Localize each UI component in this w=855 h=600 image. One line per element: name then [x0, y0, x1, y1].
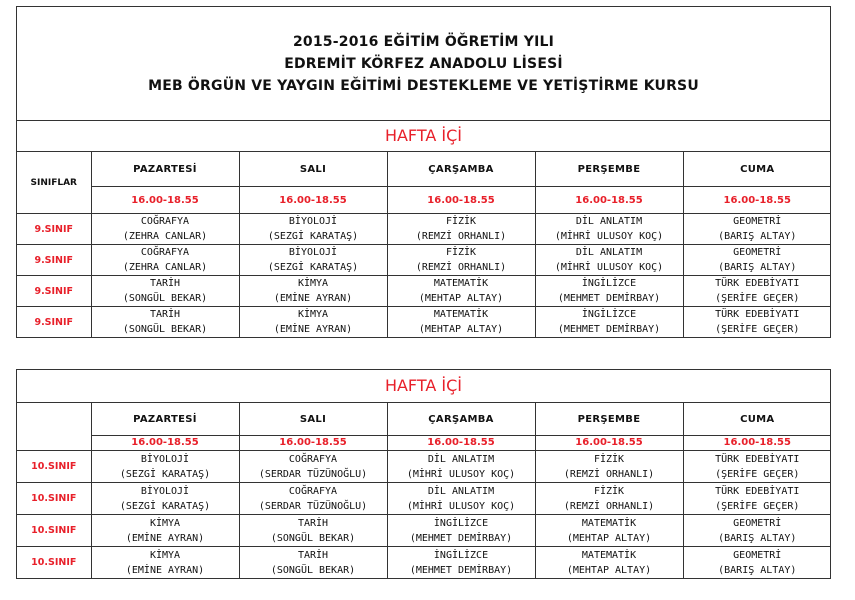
lesson-cell — [535, 515, 683, 547]
teacher: (MEHTAP ALTAY) — [566, 564, 652, 576]
lesson-cell — [239, 214, 387, 245]
subject: MATEMATİK — [433, 278, 489, 289]
teacher: (EMİNE AYRAN) — [273, 324, 353, 335]
class-column-header — [17, 403, 91, 451]
subject: DİL ANLATIM — [427, 485, 495, 497]
lesson-cell — [535, 245, 683, 276]
subject: BİYOLOJİ — [140, 453, 190, 465]
subject: TARİH — [149, 309, 181, 320]
time-row — [17, 187, 831, 214]
class-row — [17, 276, 831, 307]
subject: FİZİK — [593, 453, 625, 465]
day-header: SALI — [239, 152, 387, 187]
subject: TARİH — [297, 549, 329, 561]
subject: KİMYA — [297, 309, 329, 320]
lesson-cell — [683, 307, 831, 338]
class-row — [17, 547, 831, 579]
subject: GEOMETRİ — [733, 517, 782, 529]
subject: FİZİK — [593, 485, 625, 497]
class-row — [17, 214, 831, 245]
lesson-cell — [683, 547, 831, 579]
class-label: 9.SINIF — [17, 245, 91, 276]
day-header-row — [17, 403, 831, 436]
time-slot: 16.00-18.55 — [535, 187, 683, 214]
school-name: EDREMİT KÖRFEZ ANADOLU LİSESİ — [284, 55, 563, 72]
teacher: (SERDAR TÜZÜNOĞLU) — [258, 468, 368, 480]
lesson-cell — [683, 483, 831, 515]
teacher: (MEHMET DEMİRBAY) — [409, 532, 513, 544]
lesson-cell — [683, 451, 831, 483]
lesson-cell — [91, 515, 239, 547]
lesson-cell — [91, 276, 239, 307]
teacher: (MEHTAP ALTAY) — [418, 293, 504, 304]
teacher: (MEHTAP ALTAY) — [418, 324, 504, 335]
teacher: (MEHMET DEMİRBAY) — [409, 564, 513, 576]
day-header-row — [17, 152, 831, 187]
teacher: (MİHRİ ULUSOY KOÇ) — [406, 500, 516, 512]
subject: DİL ANLATIM — [575, 216, 643, 227]
lesson-cell — [535, 214, 683, 245]
week-title: HAFTA İÇİ — [17, 121, 830, 152]
lesson-cell — [239, 547, 387, 579]
teacher: (ŞERİFE GEÇER) — [715, 324, 800, 335]
time-slot: 16.00-18.55 — [91, 187, 239, 214]
schedule-sheet-9 — [16, 6, 831, 338]
lesson-cell — [387, 276, 535, 307]
lesson-cell — [387, 515, 535, 547]
lesson-cell — [683, 276, 831, 307]
subject: GEOMETRİ — [733, 216, 782, 227]
time-slot: 16.00-18.55 — [239, 436, 387, 451]
class-row — [17, 307, 831, 338]
lesson-cell — [91, 547, 239, 579]
lesson-cell — [239, 307, 387, 338]
lesson-cell — [387, 451, 535, 483]
teacher: (SONGÜL BEKAR) — [270, 564, 356, 576]
lesson-cell — [239, 515, 387, 547]
schedule-table — [17, 152, 831, 337]
lesson-cell — [239, 245, 387, 276]
teacher: (BARIŞ ALTAY) — [718, 564, 797, 576]
class-label: 10.SINIF — [17, 451, 91, 483]
subject: COĞRAFYA — [140, 247, 190, 258]
class-row — [17, 451, 831, 483]
teacher: (MİHRİ ULUSOY KOÇ) — [406, 468, 516, 480]
day-header: ÇARŞAMBA — [387, 403, 535, 436]
subject: COĞRAFYA — [288, 485, 338, 497]
subject: TÜRK EDEBİYATI — [715, 485, 800, 497]
teacher: (EMİNE AYRAN) — [273, 293, 353, 304]
week-title: HAFTA İÇİ — [17, 370, 830, 403]
subject: GEOMETRİ — [733, 549, 782, 561]
subject: FİZİK — [445, 247, 477, 258]
class-column-header: SINIFLAR — [17, 152, 91, 214]
subject: KİMYA — [297, 278, 329, 289]
subject: MATEMATİK — [433, 309, 489, 320]
lesson-cell — [387, 307, 535, 338]
lesson-cell — [535, 547, 683, 579]
teacher: (SEZGİ KARATAŞ) — [267, 231, 359, 242]
subject: COĞRAFYA — [288, 453, 338, 465]
teacher: (SEZGİ KARATAŞ) — [267, 262, 359, 273]
time-slot: 16.00-18.55 — [683, 187, 831, 214]
day-header: PAZARTESİ — [91, 152, 239, 187]
lesson-cell — [239, 483, 387, 515]
subject: COĞRAFYA — [140, 216, 190, 227]
lesson-cell — [387, 547, 535, 579]
teacher: (ŞERİFE GEÇER) — [715, 468, 800, 480]
schedule-sheet-10 — [16, 369, 831, 579]
day-header: ÇARŞAMBA — [387, 152, 535, 187]
day-header: CUMA — [683, 152, 831, 187]
course-title: MEB ÖRGÜN VE YAYGIN EĞİTİMİ DESTEKLEME VE YETİŞTİRME KURSU — [148, 77, 699, 94]
teacher: (SEZGİ KARATAŞ) — [119, 468, 211, 480]
day-header: PERŞEMBE — [535, 403, 683, 436]
subject: KİMYA — [149, 549, 181, 561]
lesson-cell — [535, 483, 683, 515]
lesson-cell — [91, 307, 239, 338]
teacher: (EMİNE AYRAN) — [125, 564, 205, 576]
subject: BİYOLOJİ — [140, 485, 190, 497]
teacher: (MEHMET DEMİRBAY) — [557, 324, 661, 335]
subject: İNGİLİZCE — [581, 278, 637, 289]
class-label: 10.SINIF — [17, 515, 91, 547]
time-slot: 16.00-18.55 — [387, 187, 535, 214]
teacher: (MEHMET DEMİRBAY) — [557, 293, 661, 304]
subject: İNGİLİZCE — [433, 549, 489, 561]
teacher: (MEHTAP ALTAY) — [566, 532, 652, 544]
subject: BİYOLOJİ — [288, 216, 338, 227]
subject: DİL ANLATIM — [575, 247, 643, 258]
subject: TÜRK EDEBİYATI — [715, 309, 800, 320]
teacher: (REMZİ ORHANLI) — [415, 262, 507, 273]
class-label: 9.SINIF — [17, 214, 91, 245]
subject: GEOMETRİ — [733, 247, 782, 258]
teacher: (MİHRİ ULUSOY KOÇ) — [554, 262, 664, 273]
class-label: 9.SINIF — [17, 307, 91, 338]
lesson-cell — [535, 451, 683, 483]
time-row — [17, 436, 831, 451]
day-header: PAZARTESİ — [91, 403, 239, 436]
lesson-cell — [387, 483, 535, 515]
schedule-table — [17, 403, 831, 578]
lesson-cell — [91, 214, 239, 245]
teacher: (BARIŞ ALTAY) — [718, 532, 797, 544]
teacher: (REMZİ ORHANLI) — [563, 468, 655, 480]
subject: MATEMATİK — [581, 549, 637, 561]
teacher: (ZEHRA CANLAR) — [122, 231, 208, 242]
class-row — [17, 483, 831, 515]
teacher: (REMZİ ORHANLI) — [415, 231, 507, 242]
lesson-cell — [387, 214, 535, 245]
teacher: (EMİNE AYRAN) — [125, 532, 205, 544]
subject: İNGİLİZCE — [433, 517, 489, 529]
subject: İNGİLİZCE — [581, 309, 637, 320]
lesson-cell — [535, 276, 683, 307]
teacher: (SONGÜL BEKAR) — [122, 293, 208, 304]
day-header: PERŞEMBE — [535, 152, 683, 187]
time-slot: 16.00-18.55 — [239, 187, 387, 214]
teacher: (ŞERİFE GEÇER) — [715, 293, 800, 304]
lesson-cell — [91, 245, 239, 276]
time-slot: 16.00-18.55 — [387, 436, 535, 451]
class-label: 9.SINIF — [17, 276, 91, 307]
time-slot: 16.00-18.55 — [91, 436, 239, 451]
document-header — [17, 7, 830, 121]
teacher: (ŞERİFE GEÇER) — [715, 500, 800, 512]
lesson-cell — [683, 214, 831, 245]
teacher: (SONGÜL BEKAR) — [270, 532, 356, 544]
time-slot: 16.00-18.55 — [683, 436, 831, 451]
class-label: 10.SINIF — [17, 483, 91, 515]
lesson-cell — [683, 245, 831, 276]
lesson-cell — [535, 307, 683, 338]
day-header: CUMA — [683, 403, 831, 436]
subject: BİYOLOJİ — [288, 247, 338, 258]
class-label: 10.SINIF — [17, 547, 91, 579]
lesson-cell — [239, 451, 387, 483]
lesson-cell — [683, 515, 831, 547]
teacher: (SERDAR TÜZÜNOĞLU) — [258, 500, 368, 512]
teacher: (BARIŞ ALTAY) — [718, 231, 797, 242]
lesson-cell — [387, 245, 535, 276]
subject: TARİH — [149, 278, 181, 289]
class-row — [17, 515, 831, 547]
day-header: SALI — [239, 403, 387, 436]
subject: MATEMATİK — [581, 517, 637, 529]
teacher: (MİHRİ ULUSOY KOÇ) — [554, 231, 664, 242]
school-year-title: 2015-2016 EĞİTİM ÖĞRETİM YILI — [292, 33, 555, 50]
subject: TÜRK EDEBİYATI — [715, 278, 800, 289]
teacher: (BARIŞ ALTAY) — [718, 262, 797, 273]
class-row — [17, 245, 831, 276]
teacher: (SONGÜL BEKAR) — [122, 324, 208, 335]
lesson-cell — [91, 483, 239, 515]
teacher: (SEZGİ KARATAŞ) — [119, 500, 211, 512]
subject: DİL ANLATIM — [427, 453, 495, 465]
subject: TÜRK EDEBİYATI — [715, 453, 800, 465]
subject: TARİH — [297, 517, 329, 529]
lesson-cell — [91, 451, 239, 483]
subject: KİMYA — [149, 517, 181, 529]
teacher: (REMZİ ORHANLI) — [563, 500, 655, 512]
teacher: (ZEHRA CANLAR) — [122, 262, 208, 273]
time-slot: 16.00-18.55 — [535, 436, 683, 451]
lesson-cell — [239, 276, 387, 307]
subject: FİZİK — [445, 216, 477, 227]
